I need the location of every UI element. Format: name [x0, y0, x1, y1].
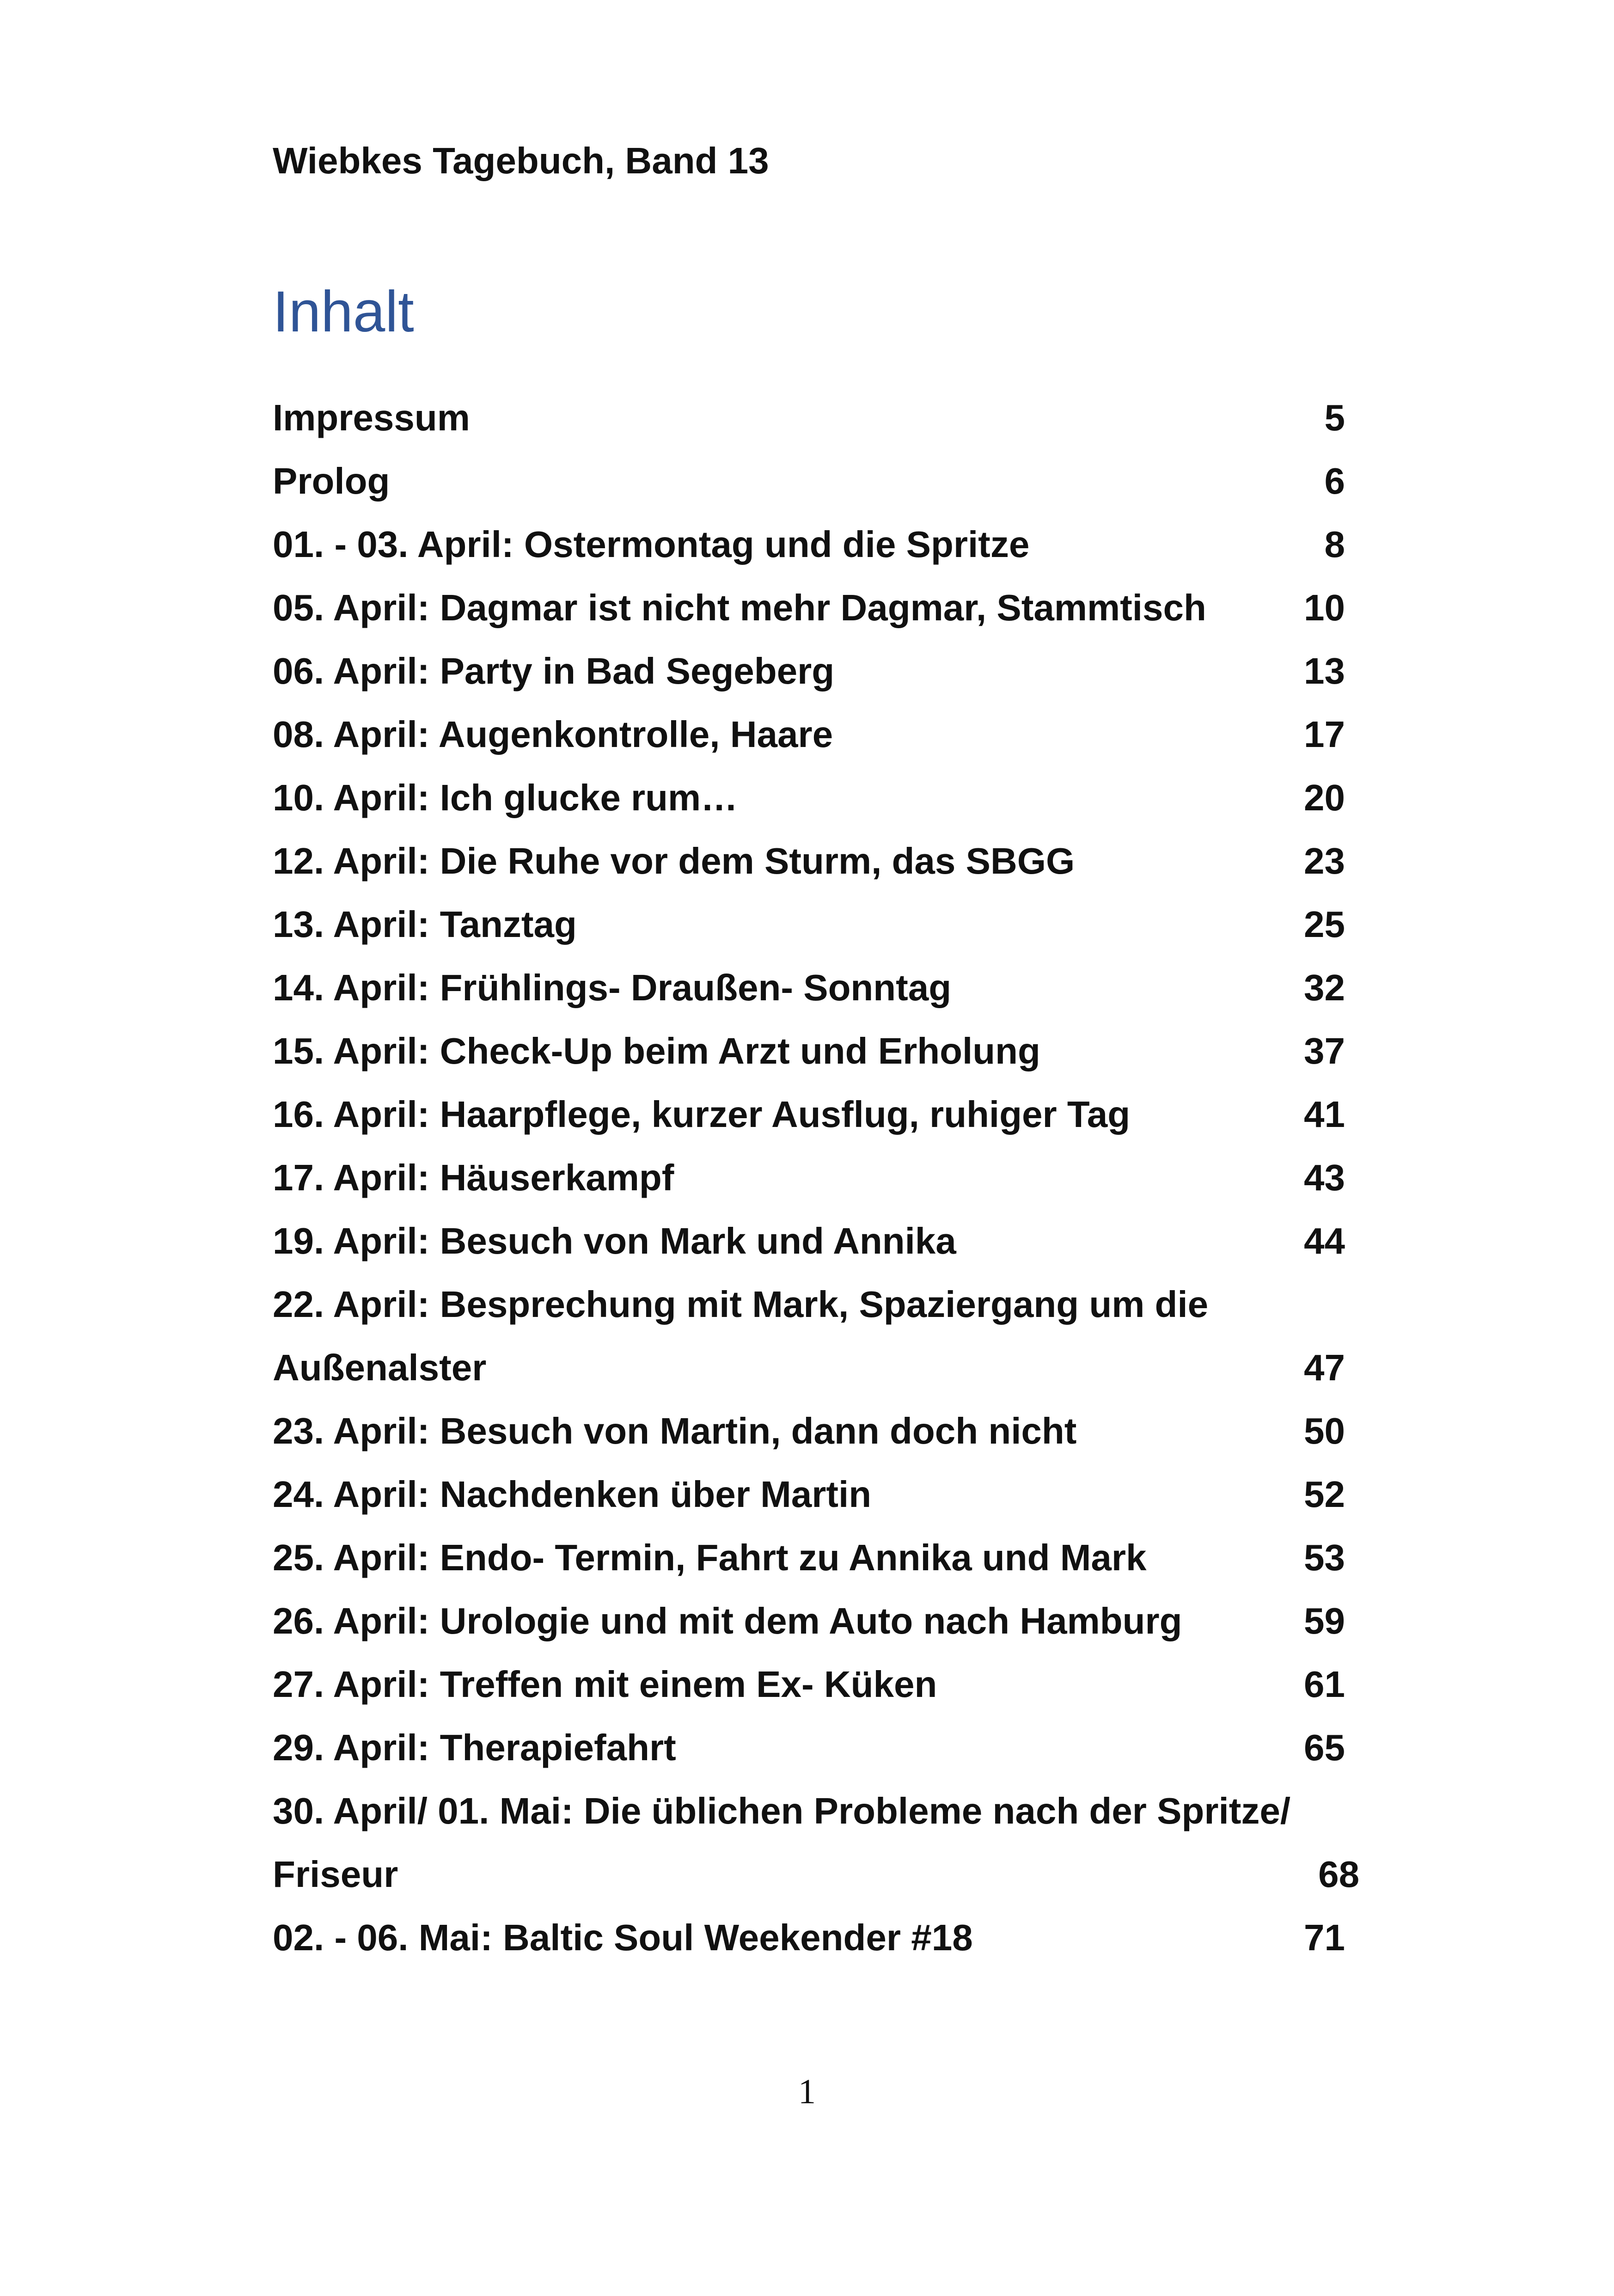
toc-entry[interactable]	[273, 1463, 1345, 1526]
toc-entry-title	[273, 1146, 1304, 1209]
toc-entry-title	[273, 386, 1325, 449]
toc-entry-page: 59	[1304, 1600, 1345, 1641]
toc-entry-page: 41	[1304, 1094, 1345, 1135]
toc-entry-page: 23	[1304, 840, 1345, 882]
toc-heading: Inhalt	[273, 280, 414, 344]
toc-entry-title-line: 27. April: Treffen mit einem Ex- Küken	[273, 1664, 937, 1705]
toc-entry[interactable]	[273, 1906, 1345, 1969]
toc-entry-page: 25	[1304, 904, 1345, 945]
toc-entry-page: 37	[1304, 1030, 1345, 1071]
toc-entry-title-line: 15. April: Check-Up beim Arzt und Erholung	[273, 1030, 1040, 1071]
toc-entry-title	[273, 1906, 1304, 1969]
toc-entry-title	[273, 766, 1304, 829]
toc-entry-title-line: 25. April: Endo- Termin, Fahrt zu Annika und Mark	[273, 1537, 1147, 1578]
toc-entry-page: 10	[1304, 587, 1345, 628]
toc-entry-title-line: 29. April: Therapiefahrt	[273, 1727, 676, 1768]
toc-entry-title	[273, 1019, 1304, 1083]
toc-entry-page: 13	[1304, 650, 1345, 692]
toc-entry-page: 8	[1324, 524, 1345, 565]
toc-entry[interactable]	[273, 449, 1345, 513]
toc-entry-title-line: 16. April: Haarpflege, kurzer Ausflug, ruhiger Tag	[273, 1094, 1131, 1135]
toc-entry-page: 61	[1304, 1664, 1345, 1705]
toc-entry-title-line: 12. April: Die Ruhe vor dem Sturm, das SBGG	[273, 840, 1075, 882]
toc-entry-page: 68	[1318, 1854, 1360, 1895]
toc-entry-title-line: 23. April: Besuch von Martin, dann doch nicht	[273, 1410, 1077, 1451]
toc-entry[interactable]	[273, 1779, 1360, 1906]
toc-entry-title	[273, 513, 1325, 576]
toc-entry-page: 50	[1304, 1410, 1345, 1451]
toc-entry-title	[273, 449, 1325, 513]
toc-entry[interactable]	[273, 639, 1345, 703]
toc-entry-title	[273, 1083, 1304, 1146]
toc-entry[interactable]	[273, 1273, 1345, 1399]
toc-entry-page: 32	[1304, 967, 1345, 1008]
toc-entry-page: 71	[1304, 1917, 1345, 1958]
toc-entry[interactable]	[273, 576, 1345, 639]
book-title: Wiebkes Tagebuch, Band 13	[273, 140, 769, 181]
table-of-contents	[273, 386, 1360, 1969]
toc-entry-title	[273, 703, 1304, 766]
toc-entry-page: 17	[1304, 714, 1345, 755]
toc-entry[interactable]	[273, 893, 1345, 956]
toc-entry-title-line: 13. April: Tanztag	[273, 904, 577, 945]
toc-entry-title	[273, 1653, 1304, 1716]
toc-entry-title	[273, 1589, 1304, 1653]
toc-entry[interactable]	[273, 956, 1345, 1019]
toc-entry-title	[273, 576, 1304, 639]
toc-entry-page: 20	[1304, 777, 1345, 818]
toc-entry-title	[273, 1716, 1304, 1779]
toc-entry-title-line: 22. April: Besprechung mit Mark, Spaziergang um die	[273, 1284, 1209, 1325]
toc-entry[interactable]	[273, 1083, 1345, 1146]
toc-entry-page: 52	[1304, 1474, 1345, 1515]
toc-entry-title	[273, 956, 1304, 1019]
toc-entry-title-line: 17. April: Häuserkampf	[273, 1157, 674, 1198]
toc-entry[interactable]	[273, 1653, 1345, 1716]
toc-entry-title-line: 19. April: Besuch von Mark und Annika	[273, 1220, 956, 1261]
toc-entry-page: 47	[1304, 1347, 1345, 1388]
toc-entry[interactable]	[273, 766, 1345, 829]
toc-entry[interactable]	[273, 829, 1345, 893]
toc-entry-page: 44	[1304, 1220, 1345, 1261]
toc-entry-title-line: 01. - 03. April: Ostermontag und die Spritze	[273, 524, 1030, 565]
toc-entry-title	[273, 1273, 1304, 1399]
toc-entry[interactable]	[273, 1589, 1345, 1653]
toc-entry[interactable]	[273, 386, 1345, 449]
toc-entry[interactable]	[273, 1146, 1345, 1209]
toc-entry-title-line: 24. April: Nachdenken über Martin	[273, 1474, 872, 1515]
toc-entry[interactable]	[273, 1019, 1345, 1083]
toc-entry-title	[273, 1526, 1304, 1589]
toc-entry-title-line: 05. April: Dagmar ist nicht mehr Dagmar, Stammtisch	[273, 587, 1206, 628]
toc-entry-title-line: 14. April: Frühlings- Draußen- Sonntag	[273, 967, 952, 1008]
toc-entry-title-line: 06. April: Party in Bad Segeberg	[273, 650, 835, 692]
toc-entry-title	[273, 639, 1304, 703]
toc-entry-title	[273, 829, 1304, 893]
toc-entry-title-line: Friseur	[273, 1854, 398, 1895]
toc-entry-title-line: 26. April: Urologie und mit dem Auto nach Hamburg	[273, 1600, 1182, 1641]
toc-entry-title	[273, 893, 1304, 956]
toc-entry-title	[273, 1399, 1304, 1463]
toc-entry-title-line: 02. - 06. Mai: Baltic Soul Weekender #18	[273, 1917, 973, 1958]
toc-entry-page: 43	[1304, 1157, 1345, 1198]
toc-entry[interactable]	[273, 1716, 1345, 1779]
toc-entry-page: 6	[1324, 460, 1345, 502]
toc-entry-title-line: Prolog	[273, 460, 390, 502]
toc-entry-page: 53	[1304, 1537, 1345, 1578]
toc-entry[interactable]	[273, 1526, 1345, 1589]
toc-entry[interactable]	[273, 703, 1345, 766]
toc-entry-title	[273, 1463, 1304, 1526]
toc-entry-title-line: Außenalster	[273, 1347, 487, 1388]
toc-entry-title	[273, 1209, 1304, 1273]
toc-entry[interactable]	[273, 513, 1345, 576]
toc-entry-page: 65	[1304, 1727, 1345, 1768]
toc-entry-page: 5	[1324, 397, 1345, 438]
toc-entry[interactable]	[273, 1399, 1345, 1463]
toc-entry-title-line: Impressum	[273, 397, 470, 438]
toc-entry-title-line: 08. April: Augenkontrolle, Haare	[273, 714, 833, 755]
toc-entry-title-line: 10. April: Ich glucke rum…	[273, 777, 738, 818]
toc-entry-title	[273, 1779, 1318, 1906]
toc-entry[interactable]	[273, 1209, 1345, 1273]
page-number: 1	[798, 2072, 816, 2111]
toc-entry-title-line: 30. April/ 01. Mai: Die üblichen Probleme nach der Spritze/	[273, 1790, 1291, 1831]
